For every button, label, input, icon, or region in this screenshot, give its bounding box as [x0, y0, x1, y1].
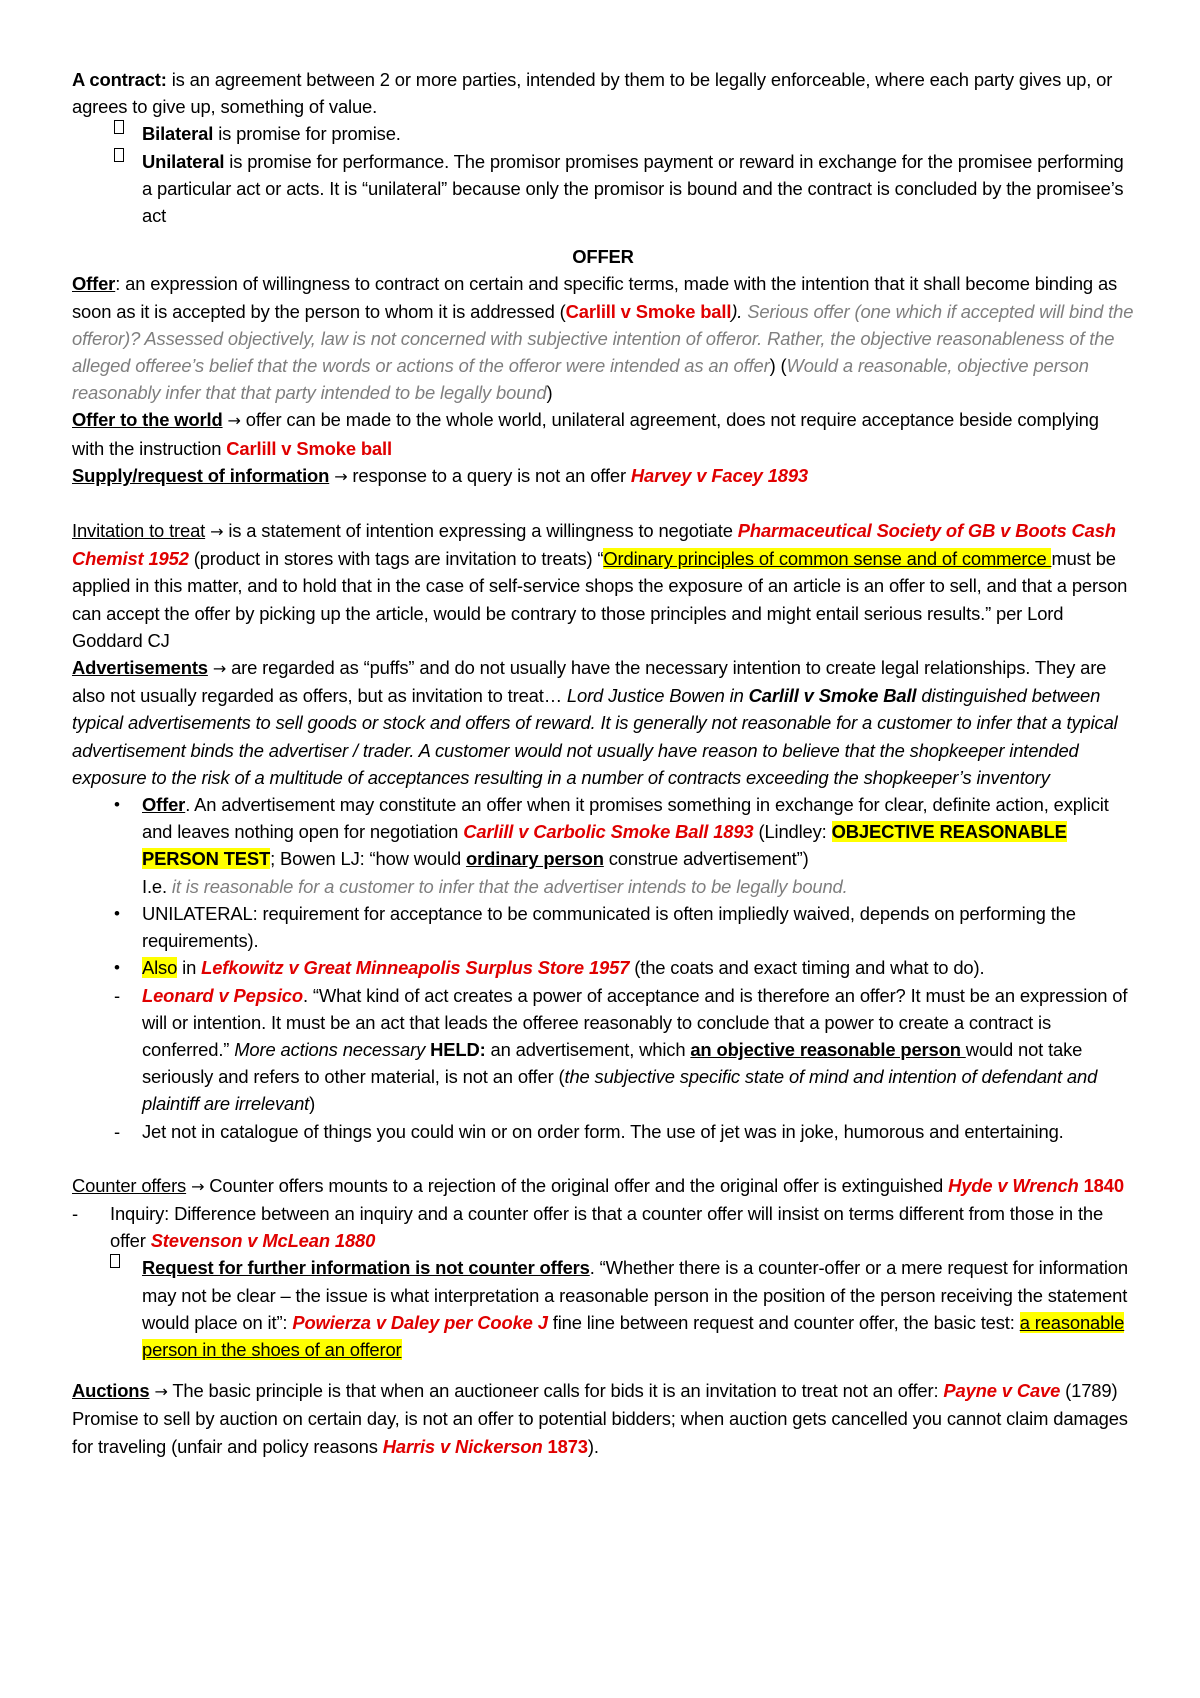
checkbox-bullet-icon	[114, 148, 124, 162]
counter-offers: Counter offers → Counter offers mounts to a rejection of the original offer and the original offer is extinguished Hyde v Wrench 1840	[72, 1174, 1124, 1196]
case-citation: Powierza v Daley per Cooke J	[292, 1311, 548, 1333]
case-citation: Harvey v Facey 1893	[630, 464, 809, 486]
arrow-right-icon: →	[334, 466, 348, 486]
highlighted-test: a reasonable person in the shoes of an offeror	[142, 1311, 1125, 1360]
highlighted-quote: Ordinary principles of common sense and of commerce	[603, 548, 1052, 570]
list-item-inquiry: - Inquiry: Difference between an inquiry and a counter offer is that a counter offer will insist on terms different from those in the offer Stevenson v McLean 1880	[72, 1200, 1134, 1254]
list-item-bilateral: Bilateral is promise for promise.	[72, 120, 1134, 147]
list-item-unilateral: Unilateral is promise for performance. The promisor promises payment or reward in exchange for the promisee performing a particular act or acts. It is “unilateral” because only the promisor is bound and the contract is concluded by the promisee’s act	[72, 148, 1134, 230]
case-citation: Carlill v Smoke ball	[226, 437, 392, 459]
arrow-right-icon: →	[212, 659, 227, 679]
section-heading-offer: OFFER	[572, 246, 634, 268]
case-citation: Carlill v Smoke Ball	[748, 685, 917, 707]
checkbox-bullet-icon	[110, 1254, 120, 1268]
list-item-unilateral-ads: • UNILATERAL: requirement for acceptance to be communicated is often impliedly waived, depends on performing the requirements).	[72, 900, 1134, 954]
arrow-right-icon: →	[227, 411, 241, 431]
list-item-jet: - Jet not in catalogue of things you could win or on order form. The use of jet was in joke, humorous and entertaining.	[72, 1118, 1134, 1145]
arrow-right-icon: →	[210, 522, 224, 542]
checkbox-bullet-icon	[114, 120, 124, 134]
dash-icon: -	[114, 1120, 120, 1142]
advertisements: Advertisements → are regarded as “puffs” and do not usually have the necessary intention to create legal relationships. They are also not usually regarded as offers, but as invitation to treat… Lord Justice Bowen in Carlill v Smoke Ball distinguished between typical advertisements to sell goods or stock and offers of reward. It is generally not reasonable for a customer to infer that a typical advertisement binds the advertiser / trader. A customer would not usually have reason to believe that the shopkeeper intended exposure to the risk of a multitude of acceptances resulting in a number of contracts exceeding the shopkeeper’s inventory	[72, 657, 1118, 788]
case-citation: Carlill v Carbolic Smoke Ball 1893	[463, 821, 754, 843]
dash-icon: -	[72, 1202, 78, 1224]
arrow-right-icon: →	[154, 1382, 168, 1402]
case-citation: Hyde v Wrench	[948, 1174, 1079, 1196]
dash-icon: -	[114, 984, 120, 1006]
highlighted-test: OBJECTIVE REASONABLE PERSON TEST	[142, 821, 1067, 870]
bullet-icon: •	[114, 795, 120, 815]
supply-request-info: Supply/request of information → response to a query is not an offer Harvey v Facey 1893	[72, 464, 809, 486]
offer-to-world: Offer to the world → offer can be made to the whole world, unilateral agreement, does not require acceptance beside complying with the instruction Carlill v Smoke ball	[72, 409, 1099, 459]
list-item-offer: • Offer. An advertisement may constitute an offer when it promises something in exchange for clear, definite action, explicit and leaves nothing open for negotiation Carlill v Carbolic Smoke Ball 1893 (Lindley: OBJECTIVE REASONABLE PERSON TEST; Bowen LJ: “how would ordinary person construe advertisement”) I.e. it is reasonable for a customer to infer that the advertiser intends to be legally bound.	[72, 791, 1134, 900]
bullet-icon: •	[114, 903, 120, 923]
case-citation: Harris v Nickerson	[382, 1435, 543, 1457]
auctions: Auctions → The basic principle is that when an auctioneer calls for bids it is an invitation to treat not an offer: Payne v Cave (1789) Promise to sell by auction on certain day, is not an offer to potential bidders; when auction gets cancelled you cannot claim damages for traveling (unfair and policy reasons Harris v Nickerson 1873).	[72, 1380, 1128, 1457]
case-citation: Lefkowitz v Great Minneapolis Surplus Store 1957	[201, 957, 630, 979]
list-item-request-info: Request for further information is not counter offers. “Whether there is a counter-offer or a mere request for information may not be clear – the issue is what interpretation a reasonable person in the position of the person receiving the statement would place on it”: Powierza v Daley per Cooke J fine line between request and counter offer, the basic test: a reasonable person in the shoes of an offeror	[72, 1254, 1134, 1363]
arrow-right-icon: →	[191, 1176, 205, 1196]
list-item-leonard: - Leonard v Pepsico. “What kind of act creates a power of acceptance and is therefore an offer? It must be an expression of will or intention. It must be an act that leads the offeree reasonably to conclude that a power to create a contract is conferred.” More actions necessary HELD: an advertisement, which an objective reasonable person would not take seriously and refers to other material, is not an offer (the subjective specific state of mind and intention of defendant and plaintiff are irrelevant)	[72, 982, 1134, 1118]
case-citation: Leonard v Pepsico	[142, 984, 303, 1006]
document-page	[72, 66, 1134, 1460]
invitation-to-treat: Invitation to treat → is a statement of intention expressing a willingness to negotiate Pharmaceutical Society of GB v Boots Cash Chemist 1952 (product in stores with tags are invitation to treats) “Ordinary principles of common sense and of commerce must be applied in this matter, and to hold that in the case of self-service shops the exposure of an article is an offer to sell, and that a person can accept the offer by picking up the article, would be contrary to those principles and might entail serious results.” per Lord Goddard CJ	[72, 520, 1128, 651]
case-citation: Carlill v Smoke ball	[565, 300, 732, 322]
case-citation: Stevenson v McLean 1880	[150, 1230, 376, 1252]
case-citation: Payne v Cave	[943, 1380, 1061, 1402]
contract-term: A contract:	[72, 69, 167, 90]
highlighted-also: Also	[142, 957, 178, 979]
bullet-icon: •	[114, 958, 120, 978]
case-citation: Pharmaceutical Society of GB v Boots Cash Chemist 1952	[72, 520, 1116, 570]
offer-definition: Offer: an expression of willingness to contract on certain and specific terms, made with the intention that it shall become binding as soon as it is accepted by the person to whom it is addressed (Carlill v Smoke ball). Serious offer (one which if accepted will bind the offeror)? Assessed objectively, law is not concerned with subjective intention of offeror. Rather, the objective reasonableness of the alleged offeree’s belief that the words or actions of the offeror were intended as an offer) (Would a reasonable, objective person reasonably infer that that party intended to be legally bound)	[72, 273, 1134, 404]
list-item-lefkowitz: • Also in Lefkowitz v Great Minneapolis Surplus Store 1957 (the coats and exact timing and what to do).	[72, 954, 1134, 981]
contract-definition: A contract: is an agreement between 2 or more parties, intended by them to be legally enforceable, where each party gives up, or agrees to give up, something of value.	[72, 69, 1113, 118]
